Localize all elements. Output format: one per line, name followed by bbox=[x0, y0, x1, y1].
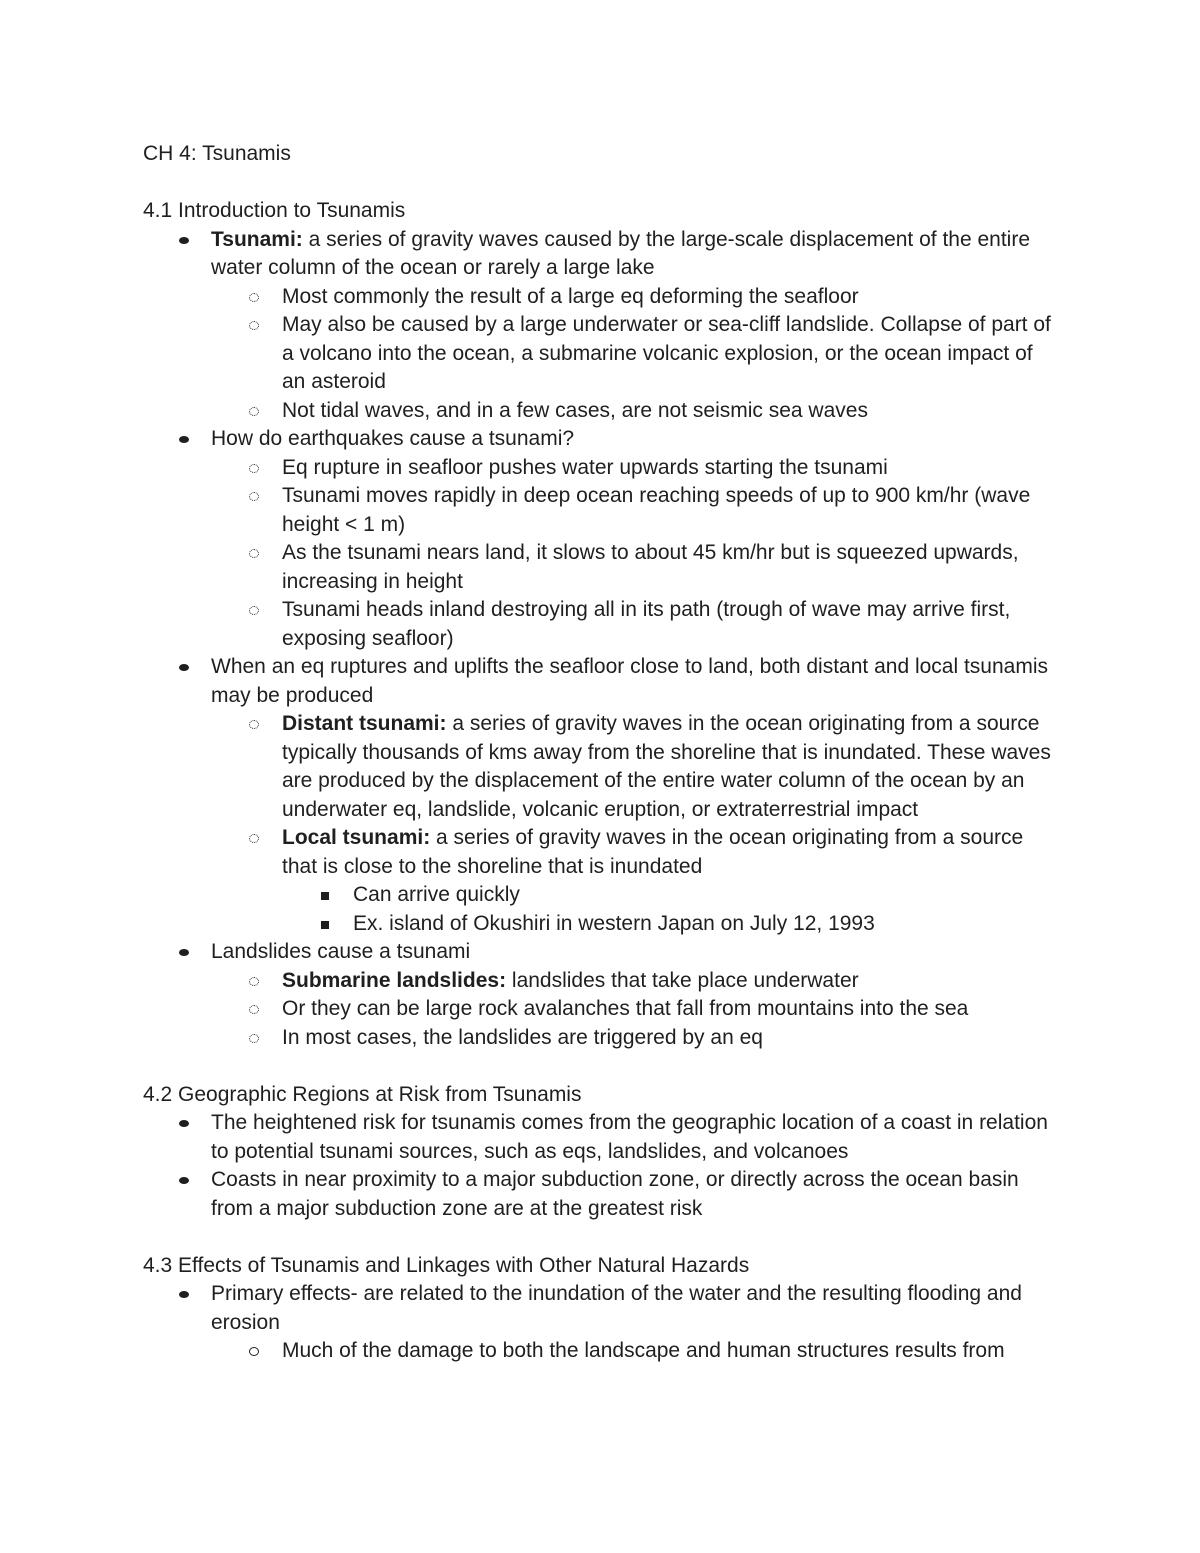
list-item bbox=[143, 482, 1058, 539]
list-item bbox=[143, 539, 1058, 596]
term: Submarine landslides: bbox=[282, 968, 507, 992]
list-item bbox=[143, 1280, 1058, 1366]
list-item-text: How do earthquakes cause a tsunami? bbox=[211, 427, 575, 450]
list-item-text: The heightened risk for tsunamis comes from the geographic location of a coast in relation to potential tsunami sources, such as eqs, landslides, and volcanoes bbox=[211, 1111, 1048, 1163]
definition: a series of gravity waves in the ocean originating from a source that is close to the shoreline that is inundated bbox=[282, 826, 1024, 878]
bullet-list bbox=[143, 1109, 1058, 1223]
list-item bbox=[143, 824, 1058, 938]
list-item bbox=[143, 995, 1058, 1024]
section-heading: 4.3 Effects of Tsunamis and Linkages with Other Natural Hazards bbox=[143, 1253, 750, 1277]
list-item-text: Coasts in near proximity to a major subduction zone, or directly across the ocean basin from a major subduction zone are at the greatest risk bbox=[211, 1168, 1019, 1220]
list-item-text: Most commonly the result of a large eq deforming the seafloor bbox=[282, 284, 859, 308]
list-item-text: Ex. island of Okushiri in western Japan on July 12, 1993 bbox=[353, 911, 875, 935]
list-item bbox=[143, 910, 1058, 939]
definition: a series of gravity waves in the ocean originating from a source typically thousands of kms away from the shoreline that is inundated. These waves are produced by the displacement of the entire water column of the ocean by an underwater eq, landslide, volcanic eruption, or extraterrestrial impact bbox=[282, 712, 1051, 821]
document-page bbox=[143, 140, 1058, 1366]
spacer bbox=[143, 169, 1058, 198]
list-item bbox=[143, 226, 1058, 426]
list-item bbox=[143, 881, 1058, 910]
bullet-list bbox=[143, 226, 1058, 1053]
list-item bbox=[143, 967, 1058, 996]
list-item-text: Eq rupture in seafloor pushes water upwards starting the tsunami bbox=[282, 455, 888, 479]
list-item-text: When an eq ruptures and uplifts the seafloor close to land, both distant and local tsunamis may be produced bbox=[211, 655, 1049, 707]
document-title: CH 4: Tsunamis bbox=[143, 142, 291, 165]
list-item bbox=[143, 454, 1058, 483]
list-item bbox=[143, 1166, 1058, 1223]
list-item bbox=[143, 938, 1058, 1052]
list-item-text: Or they can be large rock avalanches that fall from mountains into the sea bbox=[282, 997, 969, 1020]
list-item-text: Not tidal waves, and in a few cases, are not seismic sea waves bbox=[282, 398, 868, 422]
list-item-text: Much of the damage to both the landscape and human structures results from bbox=[282, 1339, 1005, 1362]
list-item bbox=[143, 1109, 1058, 1166]
sub-list bbox=[143, 710, 1058, 938]
sub-list bbox=[143, 454, 1058, 654]
list-item-text: Landslides cause a tsunami bbox=[211, 940, 471, 963]
sub-sub-list bbox=[143, 881, 1058, 938]
list-item-text: Can arrive quickly bbox=[353, 883, 520, 906]
list-item bbox=[143, 710, 1058, 824]
section-heading: 4.2 Geographic Regions at Risk from Tsunamis bbox=[143, 1082, 582, 1106]
list-item bbox=[143, 653, 1058, 938]
spacer bbox=[143, 1223, 1058, 1252]
list-item-text: Tsunami heads inland destroying all in its path (trough of wave may arrive first, exposing seafloor) bbox=[282, 598, 1011, 650]
section-heading: 4.1 Introduction to Tsunamis bbox=[143, 199, 406, 222]
list-item bbox=[143, 397, 1058, 426]
sub-list bbox=[143, 283, 1058, 426]
list-item-text: In most cases, the landslides are triggered by an eq bbox=[282, 1025, 763, 1049]
list-item bbox=[143, 283, 1058, 312]
list-item-text: May also be caused by a large underwater or sea-cliff landslide. Collapse of part of a volcano into the ocean, a submarine volcanic explosion, or the ocean impact of an asteroid bbox=[282, 313, 1051, 393]
bullet-list bbox=[143, 1280, 1058, 1366]
list-item-text: Tsunami moves rapidly in deep ocean reaching speeds of up to 900 km/hr (wave height < 1 m) bbox=[282, 484, 1031, 536]
list-item-text: As the tsunami nears land, it slows to about 45 km/hr but is squeezed upwards, increasing in height bbox=[282, 541, 1019, 593]
list-item bbox=[143, 425, 1058, 653]
list-item bbox=[143, 1024, 1058, 1053]
term: Tsunami: bbox=[211, 227, 303, 251]
list-item bbox=[143, 1337, 1058, 1366]
sub-list bbox=[143, 967, 1058, 1053]
definition: landslides that take place underwater bbox=[506, 968, 859, 992]
term: Distant tsunami: bbox=[282, 712, 447, 735]
spacer bbox=[143, 1052, 1058, 1081]
definition: a series of gravity waves caused by the large-scale displacement of the entire water column of the ocean or rarely a large lake bbox=[211, 227, 1031, 279]
list-item-text: Primary effects- are related to the inundation of the water and the resulting flooding and erosion bbox=[211, 1282, 1022, 1334]
list-item bbox=[143, 596, 1058, 653]
list-item bbox=[143, 311, 1058, 397]
sub-list bbox=[143, 1337, 1058, 1366]
term: Local tsunami: bbox=[282, 826, 431, 849]
